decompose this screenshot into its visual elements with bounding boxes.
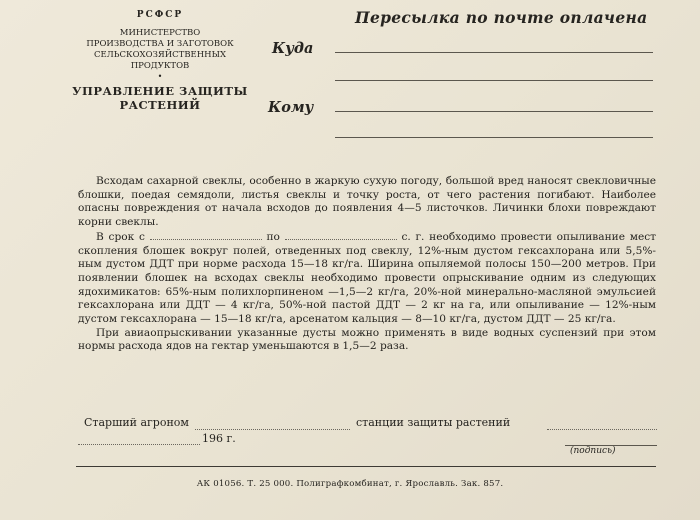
station-label: станции защиты растений	[356, 416, 511, 429]
whom-line-2[interactable]	[335, 137, 653, 138]
date-field[interactable]	[78, 444, 200, 445]
paragraph-2: В срок с по с. г. необходимо провести опыливание мест скопления блошек вокруг полей, отведенных под свеклу, 12%-ным дустом гексахлорана или 5,5%-ным дустом ДДТ при норме расхода 15—18 кг/га. Ширина опыляемой полосы 150—200 метров. При появлении блошек на всходах свеклы необходимо провести опрыскивание одним из следующих ядохимикатов: 65%-ным полихлорпиненом —1,5—2 кг/га, 20%-ной минерально-масляной эмульсией гексахлорана или ДДТ — 4 кг/га, 50%-ной пастой ДДТ — 2 кг на га, или опыливание — 12%-ным дустом гексахлорана — 15—18 кг/га, арсенатом кальция — 8—10 кг/га, дустом ДДТ — 25 кг/га.	[78, 230, 657, 326]
station-name-field[interactable]	[547, 429, 657, 430]
whom-label: Кому	[268, 99, 314, 116]
to-label: Куда	[272, 40, 314, 57]
footer-divider	[76, 466, 656, 467]
postage-paid-note: Пересылка по почте оплачена	[355, 8, 648, 27]
separator-dot: •	[157, 72, 163, 81]
whom-line-1[interactable]	[335, 111, 653, 112]
printer-imprint: АК 01056. Т. 25 000. Полиграфкомбинат, г. Ярославль. Зак. 857.	[196, 479, 504, 489]
signature-hint: (подпись)	[570, 446, 616, 456]
date-to-field[interactable]	[285, 230, 397, 240]
signature-field[interactable]	[565, 445, 657, 446]
date-from-field[interactable]	[150, 230, 262, 240]
republic-label: РСФСР	[136, 10, 184, 20]
to-line-1[interactable]	[335, 52, 653, 53]
notice-body	[78, 175, 656, 354]
ministry-name: МИНИСТЕРСТВО ПРОИЗВОДСТВА И ЗАГОТОВОК СЕЛЬСКОХОЗЯЙСТВЕННЫХ ПРОДУКТОВ	[86, 28, 234, 71]
senior-agronomist-label: Старший агроном	[84, 416, 189, 429]
paragraph-3: При авиаопрыскивании указанные дусты можно применять в виде водных суспензий при этом нормы расхода ядов на гектар уменьшаются в 1,5—2 раза.	[78, 326, 656, 353]
sender-block	[60, 10, 260, 112]
paragraph-1: Всходам сахарной свеклы, особенно в жаркую сухую погоду, большой вред наносят свекловичные блошки, поедая семядоли, листья свеклы и точку роста, от чего растения погибают. Наиболее опасны повреждения от начала всходов до появления 4—5 листочков. Личинки блохи повреждают корни свеклы.	[78, 175, 656, 229]
to-line-2[interactable]	[335, 80, 653, 81]
agronomist-name-field[interactable]	[195, 429, 350, 430]
year-label: 196 г.	[202, 432, 236, 445]
department-name: УПРАВЛЕНИЕ ЗАЩИТЫ РАСТЕНИЙ	[72, 84, 248, 112]
